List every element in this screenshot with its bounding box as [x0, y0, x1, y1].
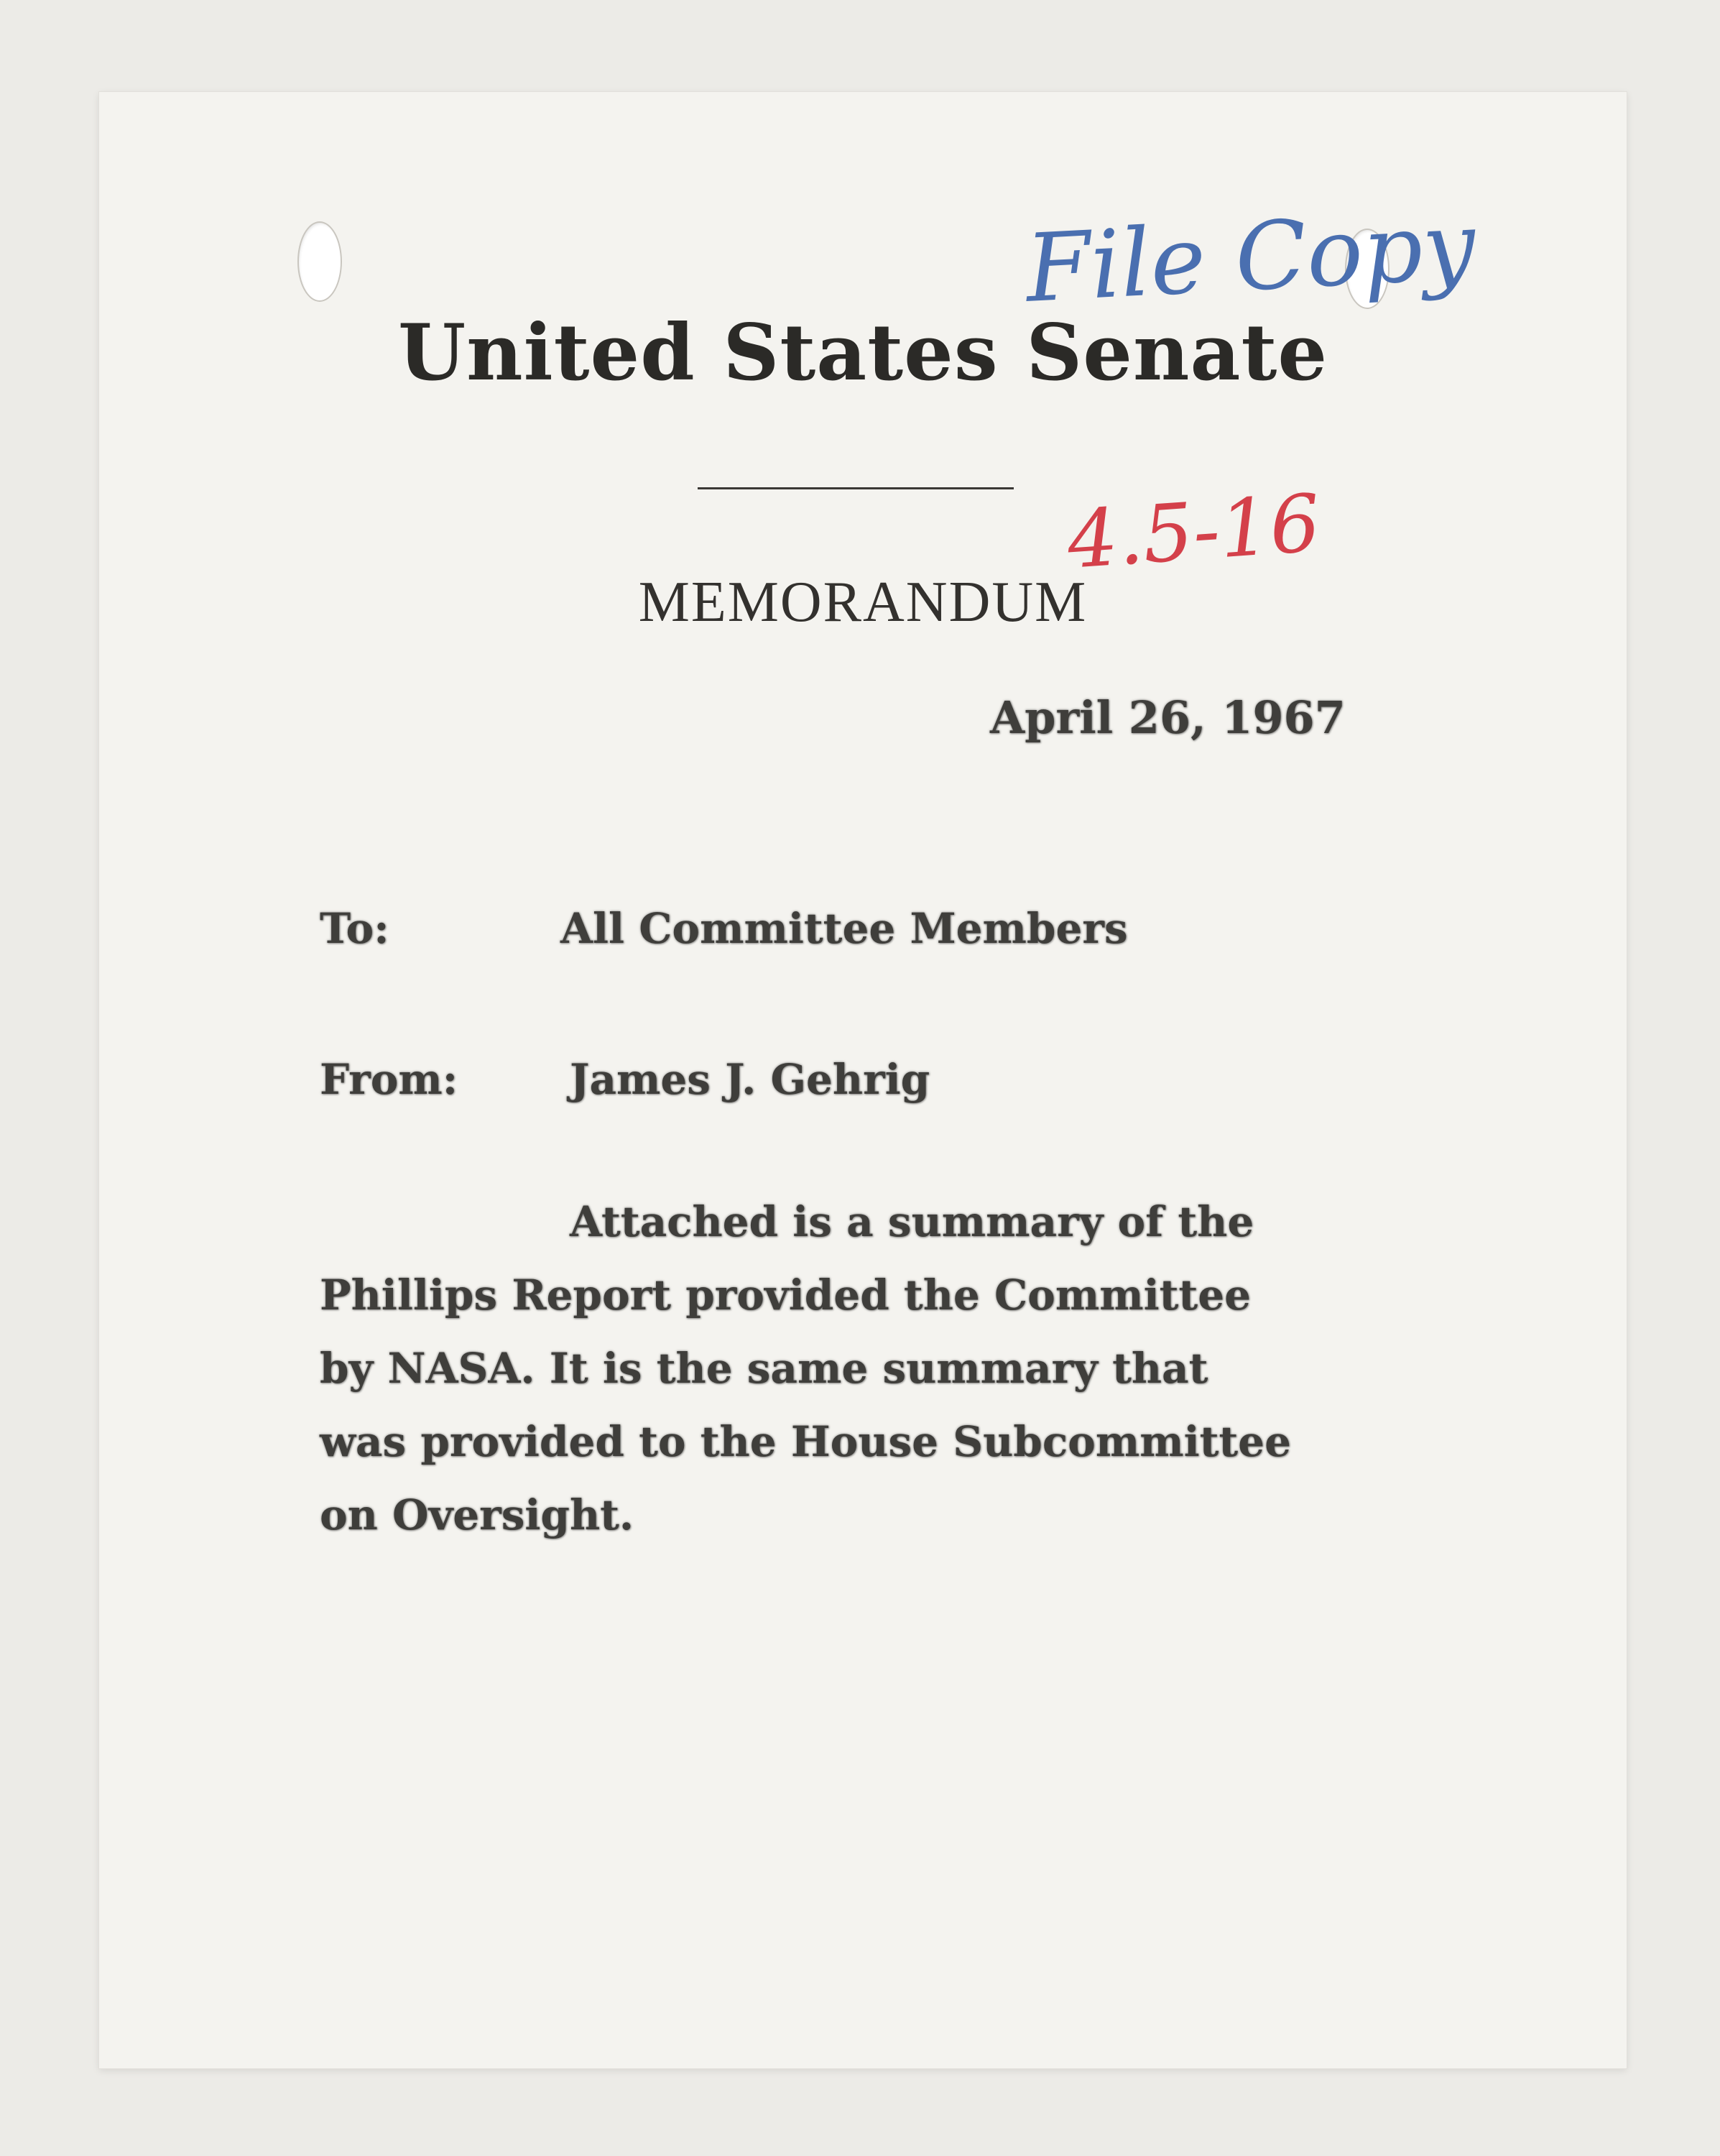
punch-hole-left [297, 221, 342, 302]
handwritten-file-copy: File Copy [1023, 190, 1479, 323]
from-value: James J. Gehrig [570, 1055, 930, 1104]
to-value: All Committee Members [560, 904, 1128, 953]
handwritten-reference-number: 4.5-16 [1064, 476, 1323, 586]
memo-sheet [99, 92, 1627, 2068]
letterhead-rule [698, 487, 1014, 489]
to-label: To: [320, 904, 389, 953]
body-line: on Oversight. [320, 1491, 634, 1539]
body-line: was provided to the House Subcommittee [320, 1417, 1291, 1466]
body-line: Attached is a summary of the [570, 1197, 1254, 1246]
from-label: From: [320, 1055, 458, 1104]
letterhead-title: United States Senate [397, 308, 1328, 398]
body-line: Phillips Report provided the Committee [320, 1271, 1251, 1319]
memo-date: April 26, 1967 [990, 691, 1346, 744]
memorandum-heading: MEMORANDUM [638, 571, 1088, 634]
body-line: by NASA. It is the same summary that [320, 1344, 1208, 1393]
